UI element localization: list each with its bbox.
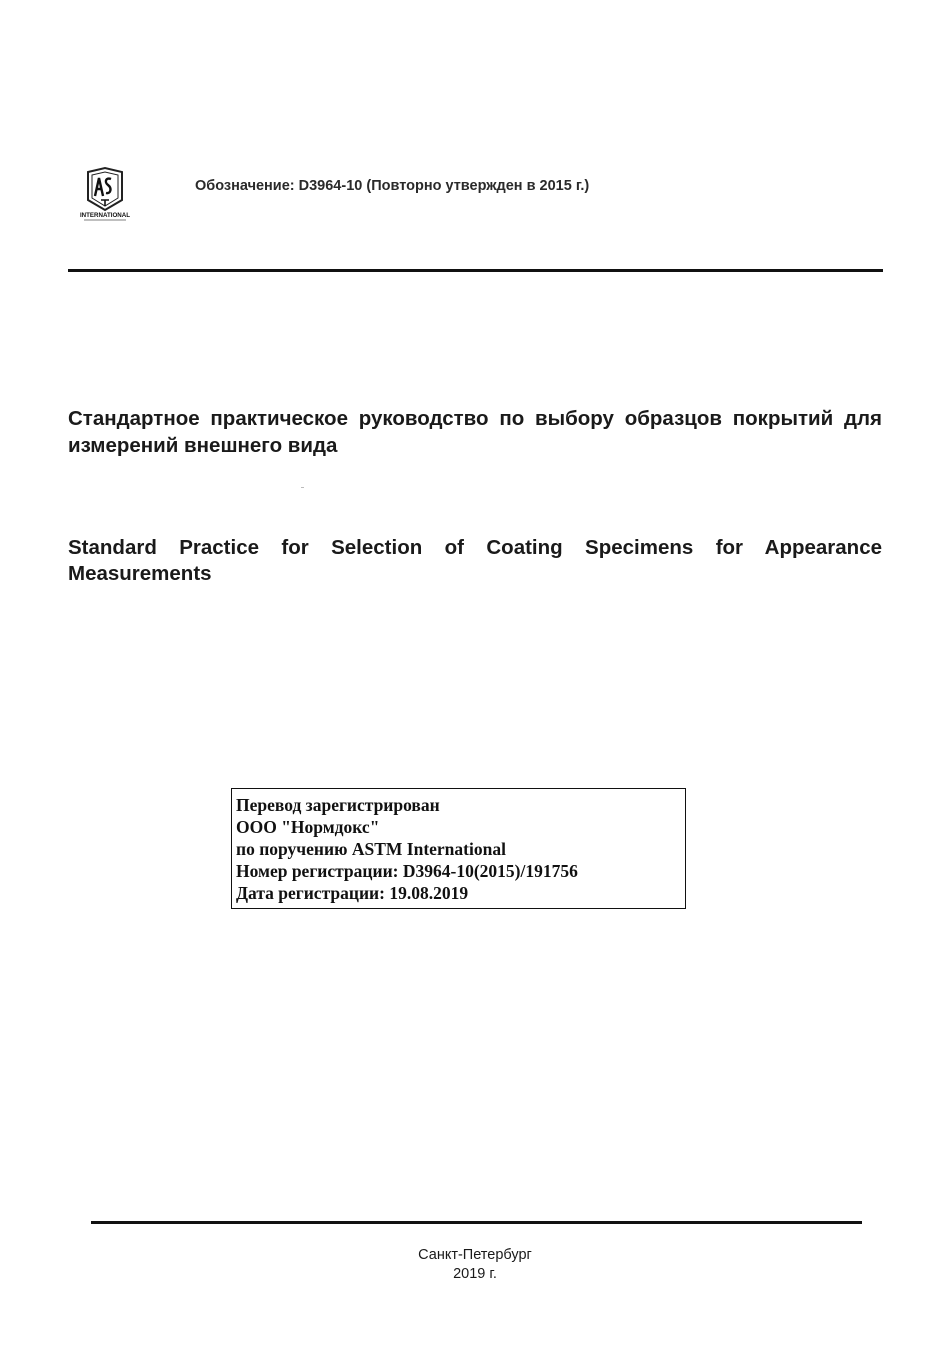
registration-line: Номер регистрации: D3964-10(2015)/191756 [236, 861, 578, 881]
registration-line: ООО "Нормдокс" [236, 817, 380, 837]
footer-divider [91, 1221, 862, 1224]
title-russian: Стандартное практическое руководство по выбору образцов покрытий для измерений внешнего вида [68, 407, 882, 457]
svg-text:INTERNATIONAL: INTERNATIONAL [79, 212, 131, 219]
registration-line: Перевод зарегистрирован [236, 795, 440, 815]
document-designation: Обозначение: D3964-10 (Повторно утвержден в 2015 г.) [195, 178, 590, 194]
header-divider [68, 269, 883, 272]
registration-box [231, 788, 686, 909]
footer-year: 2019 г. [453, 1266, 497, 1282]
astm-logo [78, 166, 132, 222]
title-english: Standard Practice for Selection of Coating Specimens for Appearance Measurements [68, 536, 882, 585]
registration-line: по поручению ASTM International [236, 839, 506, 859]
registration-line: Дата регистрации: 19.08.2019 [236, 883, 469, 903]
footer-city: Санкт-Петербург [418, 1247, 532, 1263]
scan-artifact [301, 487, 304, 488]
